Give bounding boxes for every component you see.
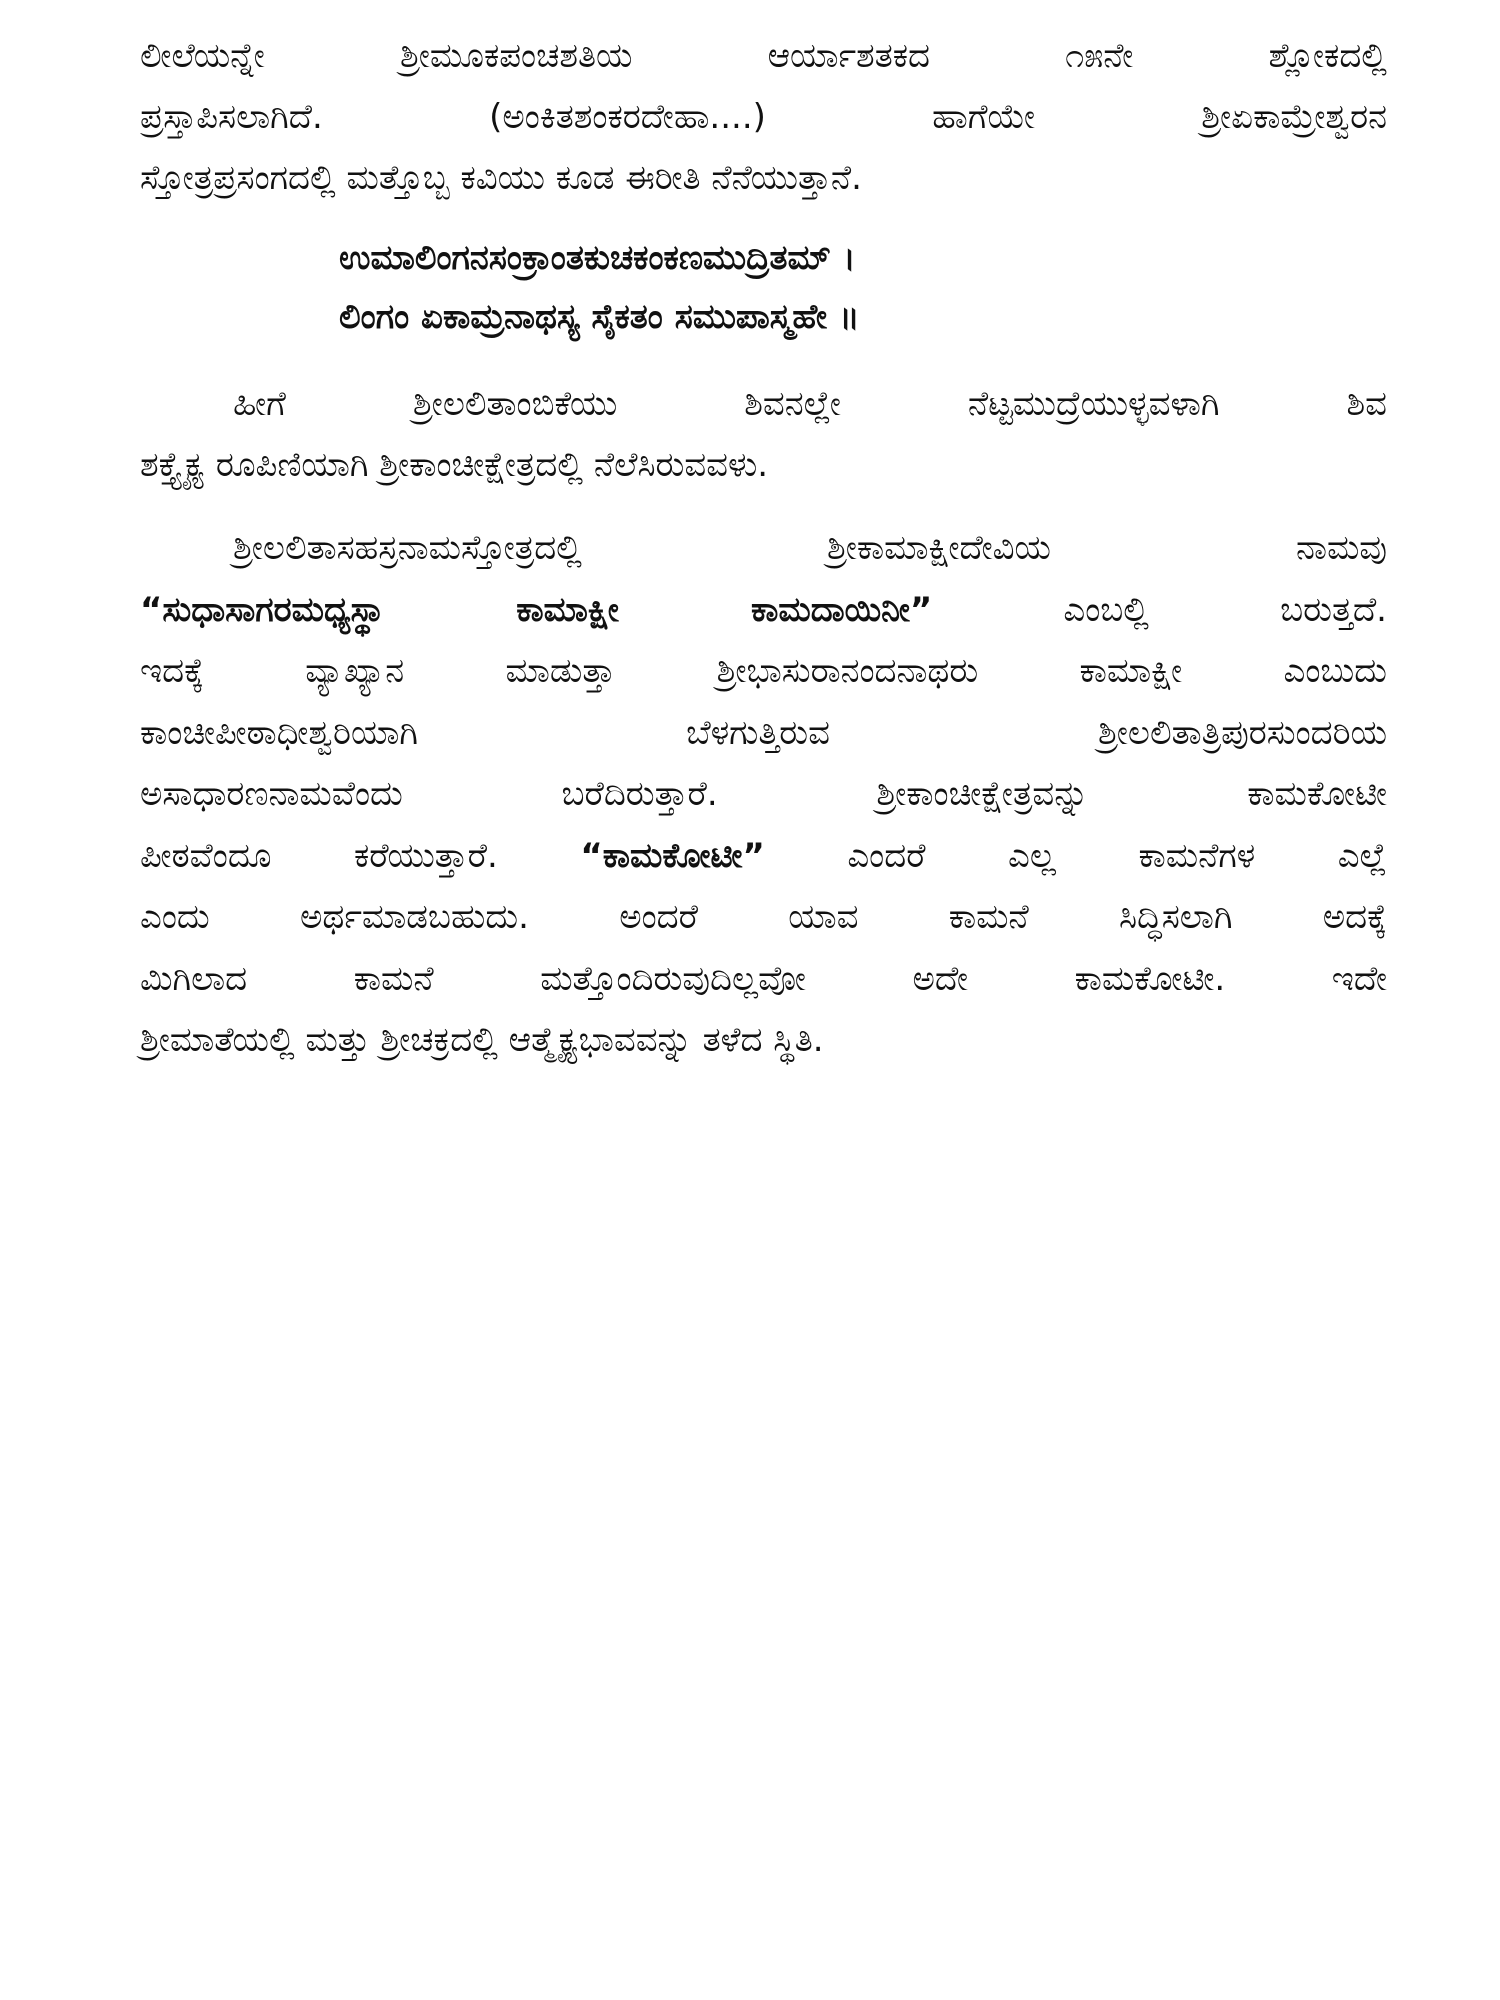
verse-line: ಲಿಂಗಂ ಏಕಾಮ್ರನಾಥಸ್ಯ ಸೈಕತಂ ಸಮುಪಾಸ್ಮಹೇ ॥ xyxy=(339,297,860,337)
text-line: ಇದಕ್ಕೆ ವ್ಯಾಖ್ಯಾನ ಮಾಡುತ್ತಾ ಶ್ರೀಭಾಸುರಾನಂದನಾಥರು ಕಾಮಾಕ್ಷೀ ಎಂಬುದು xyxy=(140,651,1387,691)
paragraph xyxy=(140,374,1387,496)
text-line: ಶ್ರೀಮಾತೆಯಲ್ಲಿ ಮತ್ತು ಶ್ರೀಚಕ್ರದಲ್ಲಿ ಆತ್ಮೈಕ್ಯಭಾವವನ್ನು ತಳೆದ ಸ್ಥಿತಿ. xyxy=(140,1020,824,1060)
text-line xyxy=(140,826,1387,888)
text-line: ಮಿಗಿಲಾದ ಕಾಮನೆ ಮತ್ತೊಂದಿರುವುದಿಲ್ಲವೋ ಅದೇ ಕಾಮಕೋಟೀ. ಇದೇ xyxy=(140,958,1387,999)
text-line: ಎಂದು ಅರ್ಥಮಾಡಬಹುದು. ಅಂದರೆ ಯಾವ ಕಾಮನೆ ಸಿದ್ಧಿಸಲಾಗಿ ಅದಕ್ಕೆ xyxy=(140,897,1387,937)
text-block xyxy=(140,26,1387,1072)
verse-block xyxy=(140,229,1387,347)
text-line: ಪ್ರಸ್ತಾಪಿಸಲಾಗಿದೆ. (ಅಂಕಿತಶಂಕರದೇಹಾ....) ಹಾಗೆಯೇ ಶ್ರೀಏಕಾಮ್ರೇಶ್ವರನ xyxy=(140,97,1387,137)
text-line: ಲೀಲೆಯನ್ನೇ ಶ್ರೀಮೂಕಪಂಚಶತಿಯ ಆರ್ಯಾಶತಕದ ೧೫ನೇ ಶ್ಲೋಕದಲ್ಲಿ xyxy=(140,36,1387,76)
paragraph xyxy=(140,518,1387,1072)
text-line: ಅಸಾಧಾರಣನಾಮವೆಂದು ಬರೆದಿರುತ್ತಾರೆ. ಶ್ರೀಕಾಂಚೀಕ್ಷೇತ್ರವನ್ನು ಕಾಮಕೋಟೀ xyxy=(140,774,1387,814)
text-line xyxy=(140,580,1387,642)
bold-quote: “ಸುಧಾಸಾಗರಮಧ್ಯಸ್ಥಾ ಕಾಮಾಕ್ಷೀ ಕಾಮದಾಯಿನೀ” xyxy=(140,589,933,630)
text-segment: ಎಂದರೆ ಎಲ್ಲ ಕಾಮನೆಗಳ ಎಲ್ಲೆ xyxy=(764,835,1387,876)
bold-quote: “ಕಾಮಕೋಟೀ” xyxy=(580,835,765,876)
verse-line: ಉಮಾಲಿಂಗನಸಂಕ್ರಾಂತಕುಚಕಂಕಣಮುದ್ರಿತಮ್ । xyxy=(339,238,856,278)
text-line: ಹೀಗೆ ಶ್ರೀಲಲಿತಾಂಬಿಕೆಯು ಶಿವನಲ್ಲೇ ನೆಟ್ಟಮುದ್ರೆಯುಳ್ಳವಳಾಗಿ ಶಿವ xyxy=(233,384,1387,424)
text-segment: ಪೀಠವೆಂದೂ ಕರೆಯುತ್ತಾರೆ. xyxy=(140,835,581,876)
text-line: ಸ್ತೋತ್ರಪ್ರಸಂಗದಲ್ಲಿ ಮತ್ತೊಬ್ಬ ಕವಿಯು ಕೂಡ ಈರೀತಿ ನೆನೆಯುತ್ತಾನೆ. xyxy=(140,158,862,198)
text-segment: ಎಂಬಲ್ಲಿ ಬರುತ್ತದೆ. xyxy=(932,589,1387,630)
intro-paragraph xyxy=(140,26,1387,209)
text-line: ಕಾಂಚೀಪೀಠಾಧೀಶ್ವರಿಯಾಗಿ ಬೆಳಗುತ್ತಿರುವ ಶ್ರೀಲಲಿತಾತ್ರಿಪುರಸುಂದರಿಯ xyxy=(140,712,1387,753)
text-line: ಶಕ್ತ್ಯೈಕ್ಯ ರೂಪಿಣಿಯಾಗಿ ಶ್ರೀಕಾಂಚೀಕ್ಷೇತ್ರದಲ್ಲಿ ನೆಲೆಸಿರುವವಳು. xyxy=(140,445,769,485)
text-line: ಶ್ರೀಲಲಿತಾಸಹಸ್ರನಾಮಸ್ತೋತ್ರದಲ್ಲಿ ಶ್ರೀಕಾಮಾಕ್ಷೀದೇವಿಯ ನಾಮವು xyxy=(233,528,1387,568)
